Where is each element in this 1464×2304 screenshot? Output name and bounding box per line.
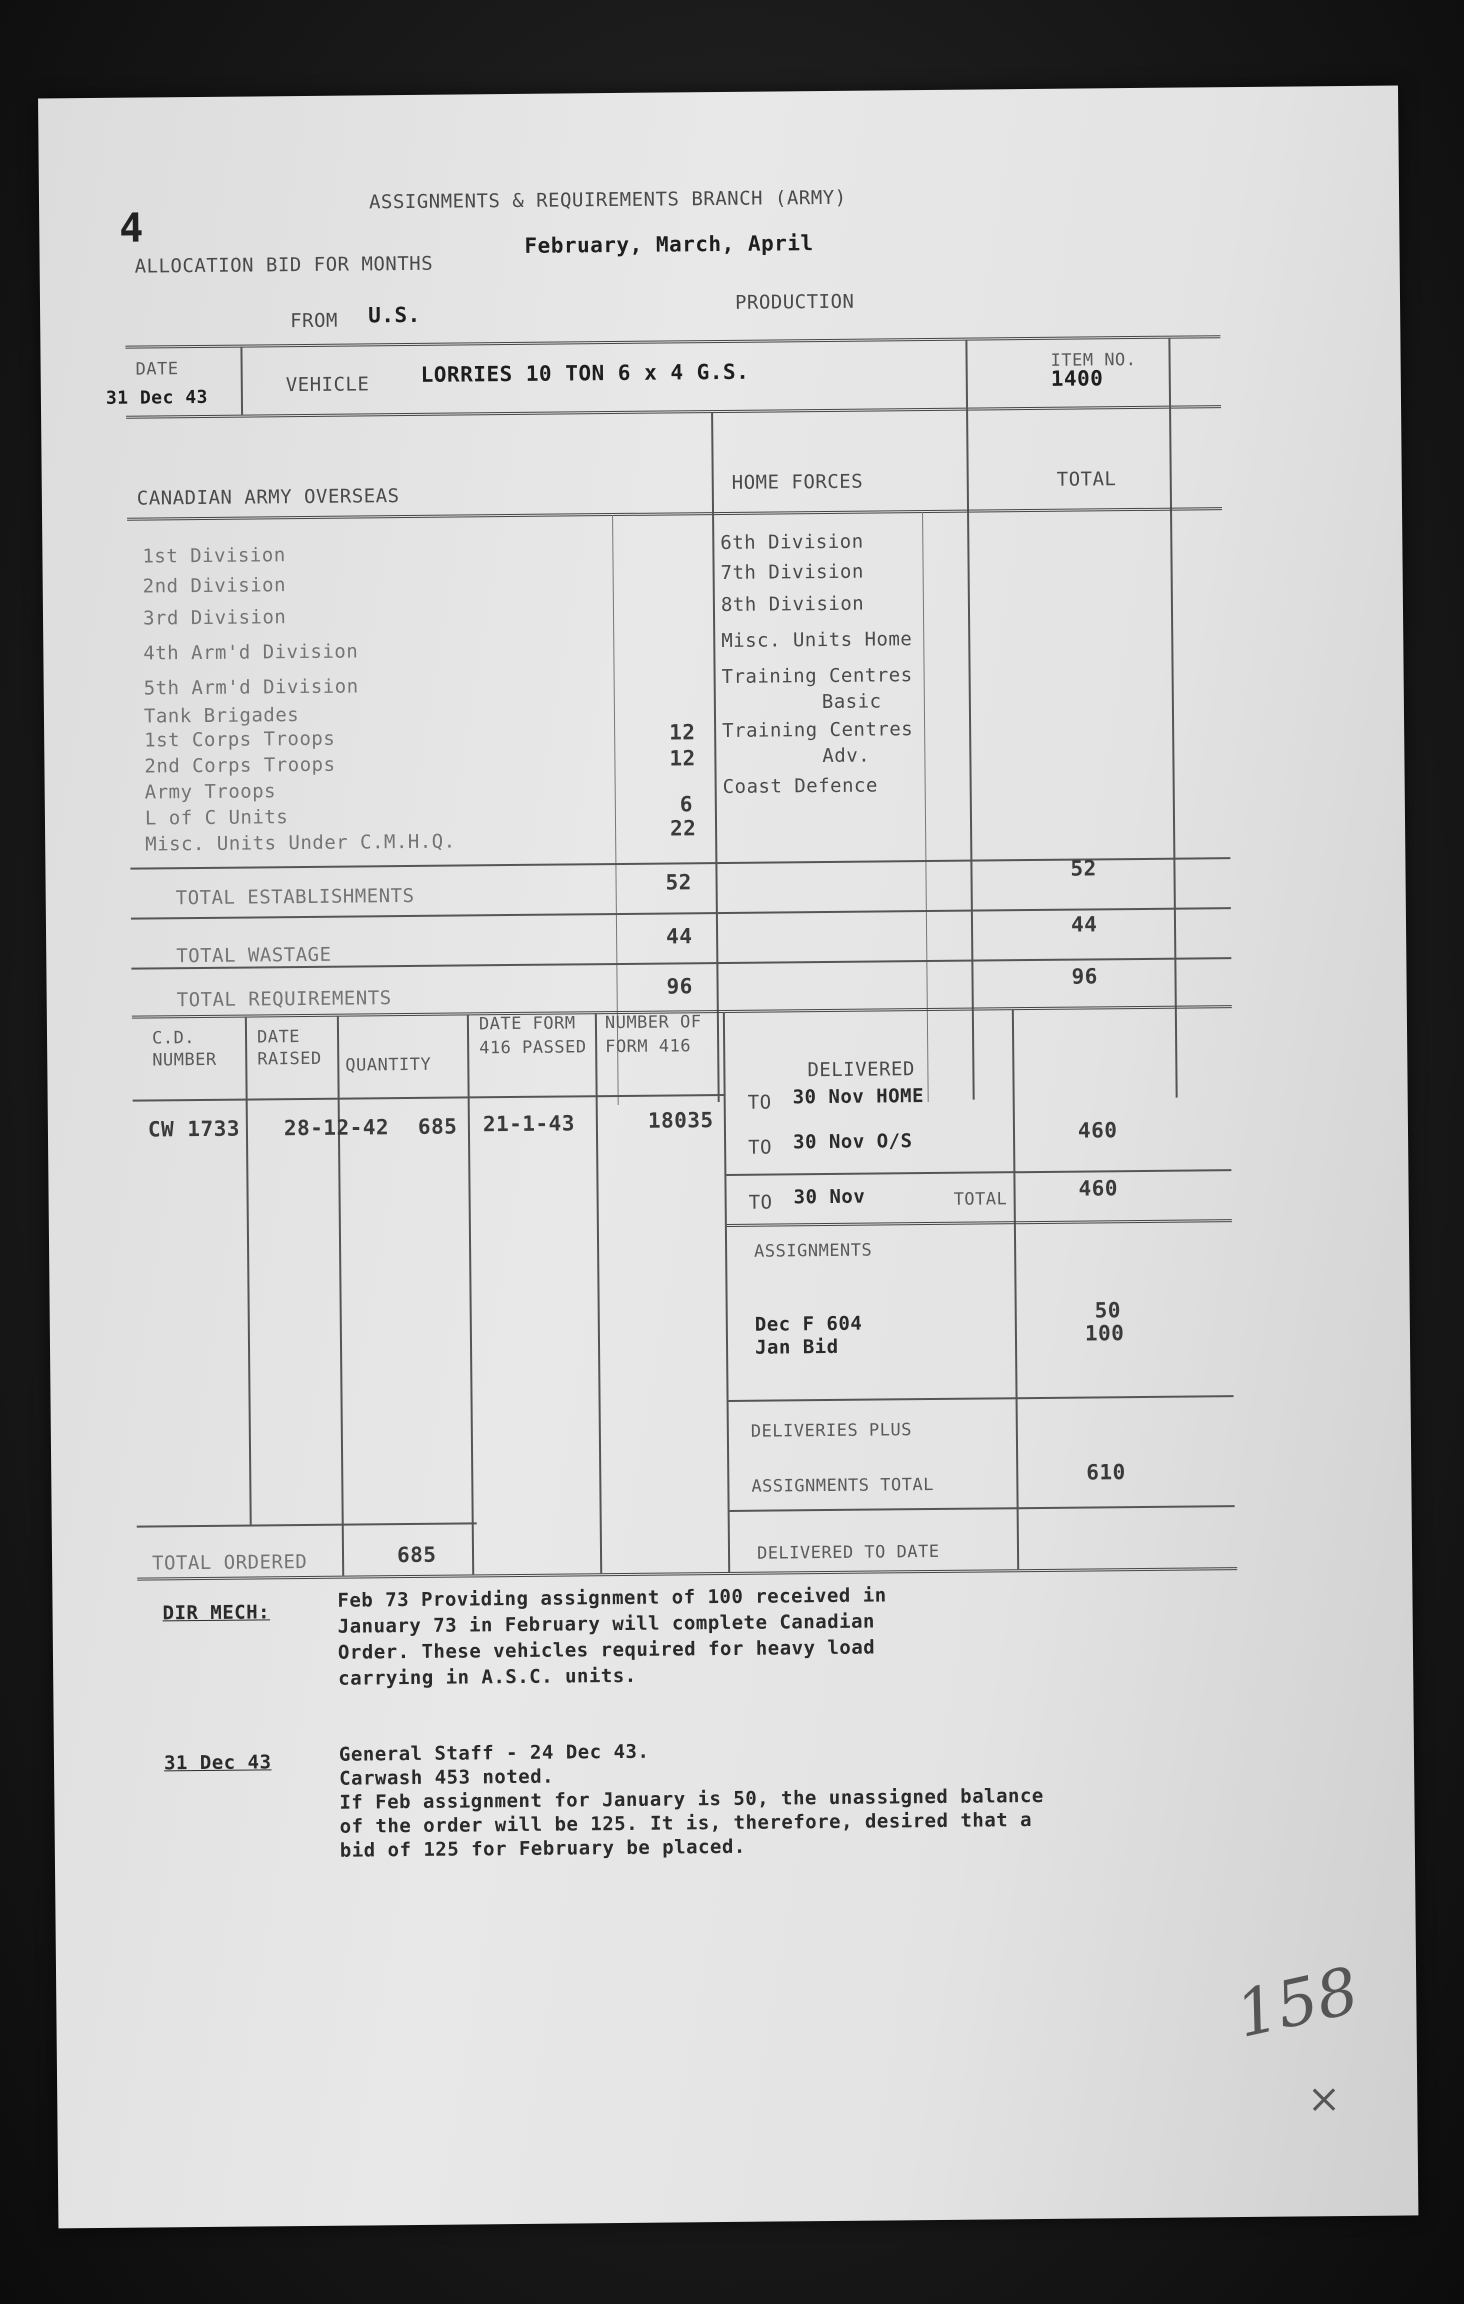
- home-row: Coast Defence: [722, 774, 878, 798]
- rule: [337, 1016, 344, 1576]
- allocation-months: February, March, April: [524, 231, 814, 258]
- rule: [595, 1013, 602, 1573]
- item-no-value: 1400: [1050, 366, 1104, 391]
- remark-line: Feb 73 Providing assignment of 100 received in: [337, 1584, 887, 1612]
- canadian-section-header: CANADIAN ARMY OVERSEAS: [136, 485, 400, 510]
- remark-tag: 31 Dec 43: [163, 1751, 272, 1775]
- rule: [125, 335, 1220, 349]
- rule: [726, 1169, 1231, 1176]
- row-label: 4th Arm'd Division: [143, 640, 359, 665]
- date-label: DATE: [135, 359, 179, 380]
- production-label: PRODUCTION: [734, 290, 855, 314]
- delivered-home-line: 30 Nov HOME: [792, 1085, 925, 1109]
- order-form-number: 18035: [647, 1108, 714, 1133]
- total-establishments-total: 52: [1070, 856, 1097, 881]
- home-row: Misc. Units Home: [721, 628, 913, 652]
- total-section-header: TOTAL: [1056, 468, 1117, 491]
- order-header-form-no: NUMBER OF FORM 416: [604, 1012, 702, 1058]
- total-wastage-value: 44: [665, 924, 693, 949]
- delivered-os-value: 460: [1077, 1118, 1118, 1143]
- row-value: 22: [669, 816, 697, 841]
- row-label: 1st Corps Troops: [144, 727, 336, 752]
- total-ordered-value: 685: [396, 1542, 437, 1568]
- row-label: 2nd Corps Troops: [144, 753, 336, 778]
- remark-line: If Feb assignment for January is 50, the unassigned balance: [339, 1784, 1044, 1814]
- rule: [711, 412, 720, 1102]
- rule: [965, 340, 974, 1100]
- rule: [130, 857, 1230, 870]
- handwritten-page-number: 158: [1229, 1954, 1366, 2053]
- total-requirements-total: 96: [1071, 964, 1098, 989]
- rule: [727, 1219, 1232, 1227]
- from-value: U.S.: [368, 302, 421, 328]
- branch-title: ASSIGNMENTS & REQUIREMENTS BRANCH (ARMY): [368, 186, 847, 214]
- delivered-total-label: TOTAL: [953, 1189, 1008, 1210]
- rule: [127, 507, 1222, 521]
- row-value: 12: [669, 746, 696, 771]
- order-header-date: DATE RAISED: [256, 1027, 322, 1070]
- assignments-total-label: ASSIGNMENTS TOTAL: [751, 1474, 934, 1497]
- total-wastage-total: 44: [1070, 912, 1098, 937]
- handwritten-x-mark: ×: [1307, 2076, 1342, 2123]
- home-section-header: HOME FORCES: [731, 470, 864, 494]
- rule: [240, 347, 243, 415]
- row-label: Army Troops: [144, 780, 277, 804]
- delivered-to: TO: [748, 1191, 773, 1214]
- home-row: 7th Division: [720, 560, 864, 584]
- home-row: 6th Division: [720, 530, 864, 554]
- total-requirements-value: 96: [666, 974, 693, 999]
- delivered-to-date-label: DELIVERED TO DATE: [756, 1541, 940, 1564]
- row-value: 6: [679, 792, 694, 817]
- order-form-date: 21-1-43: [482, 1111, 576, 1137]
- from-label: FROM: [290, 309, 339, 333]
- rule: [1168, 338, 1177, 1098]
- total-establishments-value: 52: [665, 870, 692, 895]
- rule: [131, 907, 1231, 920]
- total-ordered-label: TOTAL ORDERED: [151, 1551, 308, 1575]
- rule: [922, 512, 929, 1102]
- rule: [730, 1505, 1235, 1512]
- order-header-form-date: DATE FORM 416 PASSED: [478, 1013, 587, 1059]
- delivered-to: TO: [748, 1136, 773, 1159]
- home-row: Adv.: [822, 744, 871, 768]
- home-row: 8th Division: [720, 592, 865, 616]
- home-row: Training Centres: [722, 718, 914, 742]
- deliveries-plus-label: DELIVERIES PLUS: [750, 1420, 912, 1442]
- order-header-qty: QUANTITY: [345, 1054, 432, 1076]
- delivered-title: DELIVERED: [807, 1058, 915, 1082]
- row-label: L of C Units: [144, 806, 289, 830]
- assignment-value: 100: [1084, 1321, 1125, 1346]
- row-value: 12: [669, 720, 696, 745]
- remark-line: January 73 in February will complete Canadian: [337, 1610, 876, 1638]
- document-sheet: [38, 85, 1418, 2228]
- assignments-total-value: 610: [1086, 1460, 1126, 1485]
- row-label: 1st Division: [142, 544, 286, 568]
- total-requirements-label: TOTAL REQUIREMENTS: [176, 987, 392, 1012]
- allocation-label: ALLOCATION BID FOR MONTHS: [134, 252, 434, 278]
- remark-line: of the order will be 125. It is, therefore, desired that a: [339, 1809, 1033, 1838]
- home-row: Training Centres: [721, 664, 913, 688]
- remark-block: [338, 1737, 1044, 1862]
- rule: [729, 1395, 1234, 1402]
- delivered-total-value: 460: [1078, 1176, 1119, 1201]
- assignment-item: Dec F 604: [754, 1312, 863, 1336]
- total-wastage-label: TOTAL WASTAGE: [176, 943, 332, 968]
- assignment-value: 50: [1094, 1298, 1122, 1323]
- row-label: Misc. Units Under C.M.H.Q.: [145, 830, 456, 856]
- row-label: 3rd Division: [142, 606, 287, 630]
- total-establishments-label: TOTAL ESTABLISHMENTS: [175, 884, 415, 910]
- order-header-cd: C.D. NUMBER: [151, 1028, 217, 1071]
- rule: [126, 405, 1221, 419]
- rule: [133, 1094, 725, 1102]
- vehicle-label: VEHICLE: [285, 373, 370, 397]
- delivered-to: TO: [747, 1091, 772, 1114]
- page-mark: 4: [119, 205, 145, 252]
- rule: [245, 1017, 252, 1525]
- home-row: Basic: [821, 690, 882, 714]
- row-label: 2nd Division: [142, 574, 287, 598]
- date-value: 31 Dec 43: [105, 386, 209, 409]
- remark-line: carrying in A.S.C. units.: [338, 1664, 637, 1690]
- remark-line: Order. These vehicles required for heavy load: [337, 1636, 876, 1664]
- remark-tag: DIR MECH:: [162, 1601, 271, 1625]
- row-label: 5th Arm'd Division: [143, 675, 359, 700]
- item-no-label: ITEM NO.: [1050, 349, 1137, 371]
- remark-line: General Staff - 24 Dec 43.: [338, 1740, 650, 1766]
- delivered-os-line: 30 Nov O/S: [792, 1130, 913, 1154]
- remark-block: [337, 1584, 887, 1690]
- rule: [137, 1522, 477, 1527]
- vehicle-value: LORRIES 10 TON 6 x 4 G.S.: [420, 359, 750, 387]
- assignment-item: Jan Bid: [754, 1335, 839, 1359]
- rule: [1012, 1009, 1019, 1569]
- rule: [723, 1012, 730, 1572]
- delivered-total-line: 30 Nov: [793, 1185, 866, 1209]
- remark-line: Carwash 453 noted.: [339, 1765, 555, 1790]
- order-cd-number: CW 1733: [147, 1116, 241, 1142]
- assignments-title: ASSIGNMENTS: [754, 1240, 873, 1262]
- order-quantity: 685: [417, 1114, 458, 1139]
- remark-line: bid of 125 for February be placed.: [339, 1835, 746, 1862]
- row-label: Tank Brigades: [143, 704, 300, 728]
- order-date-raised: 28-12-42: [283, 1115, 390, 1141]
